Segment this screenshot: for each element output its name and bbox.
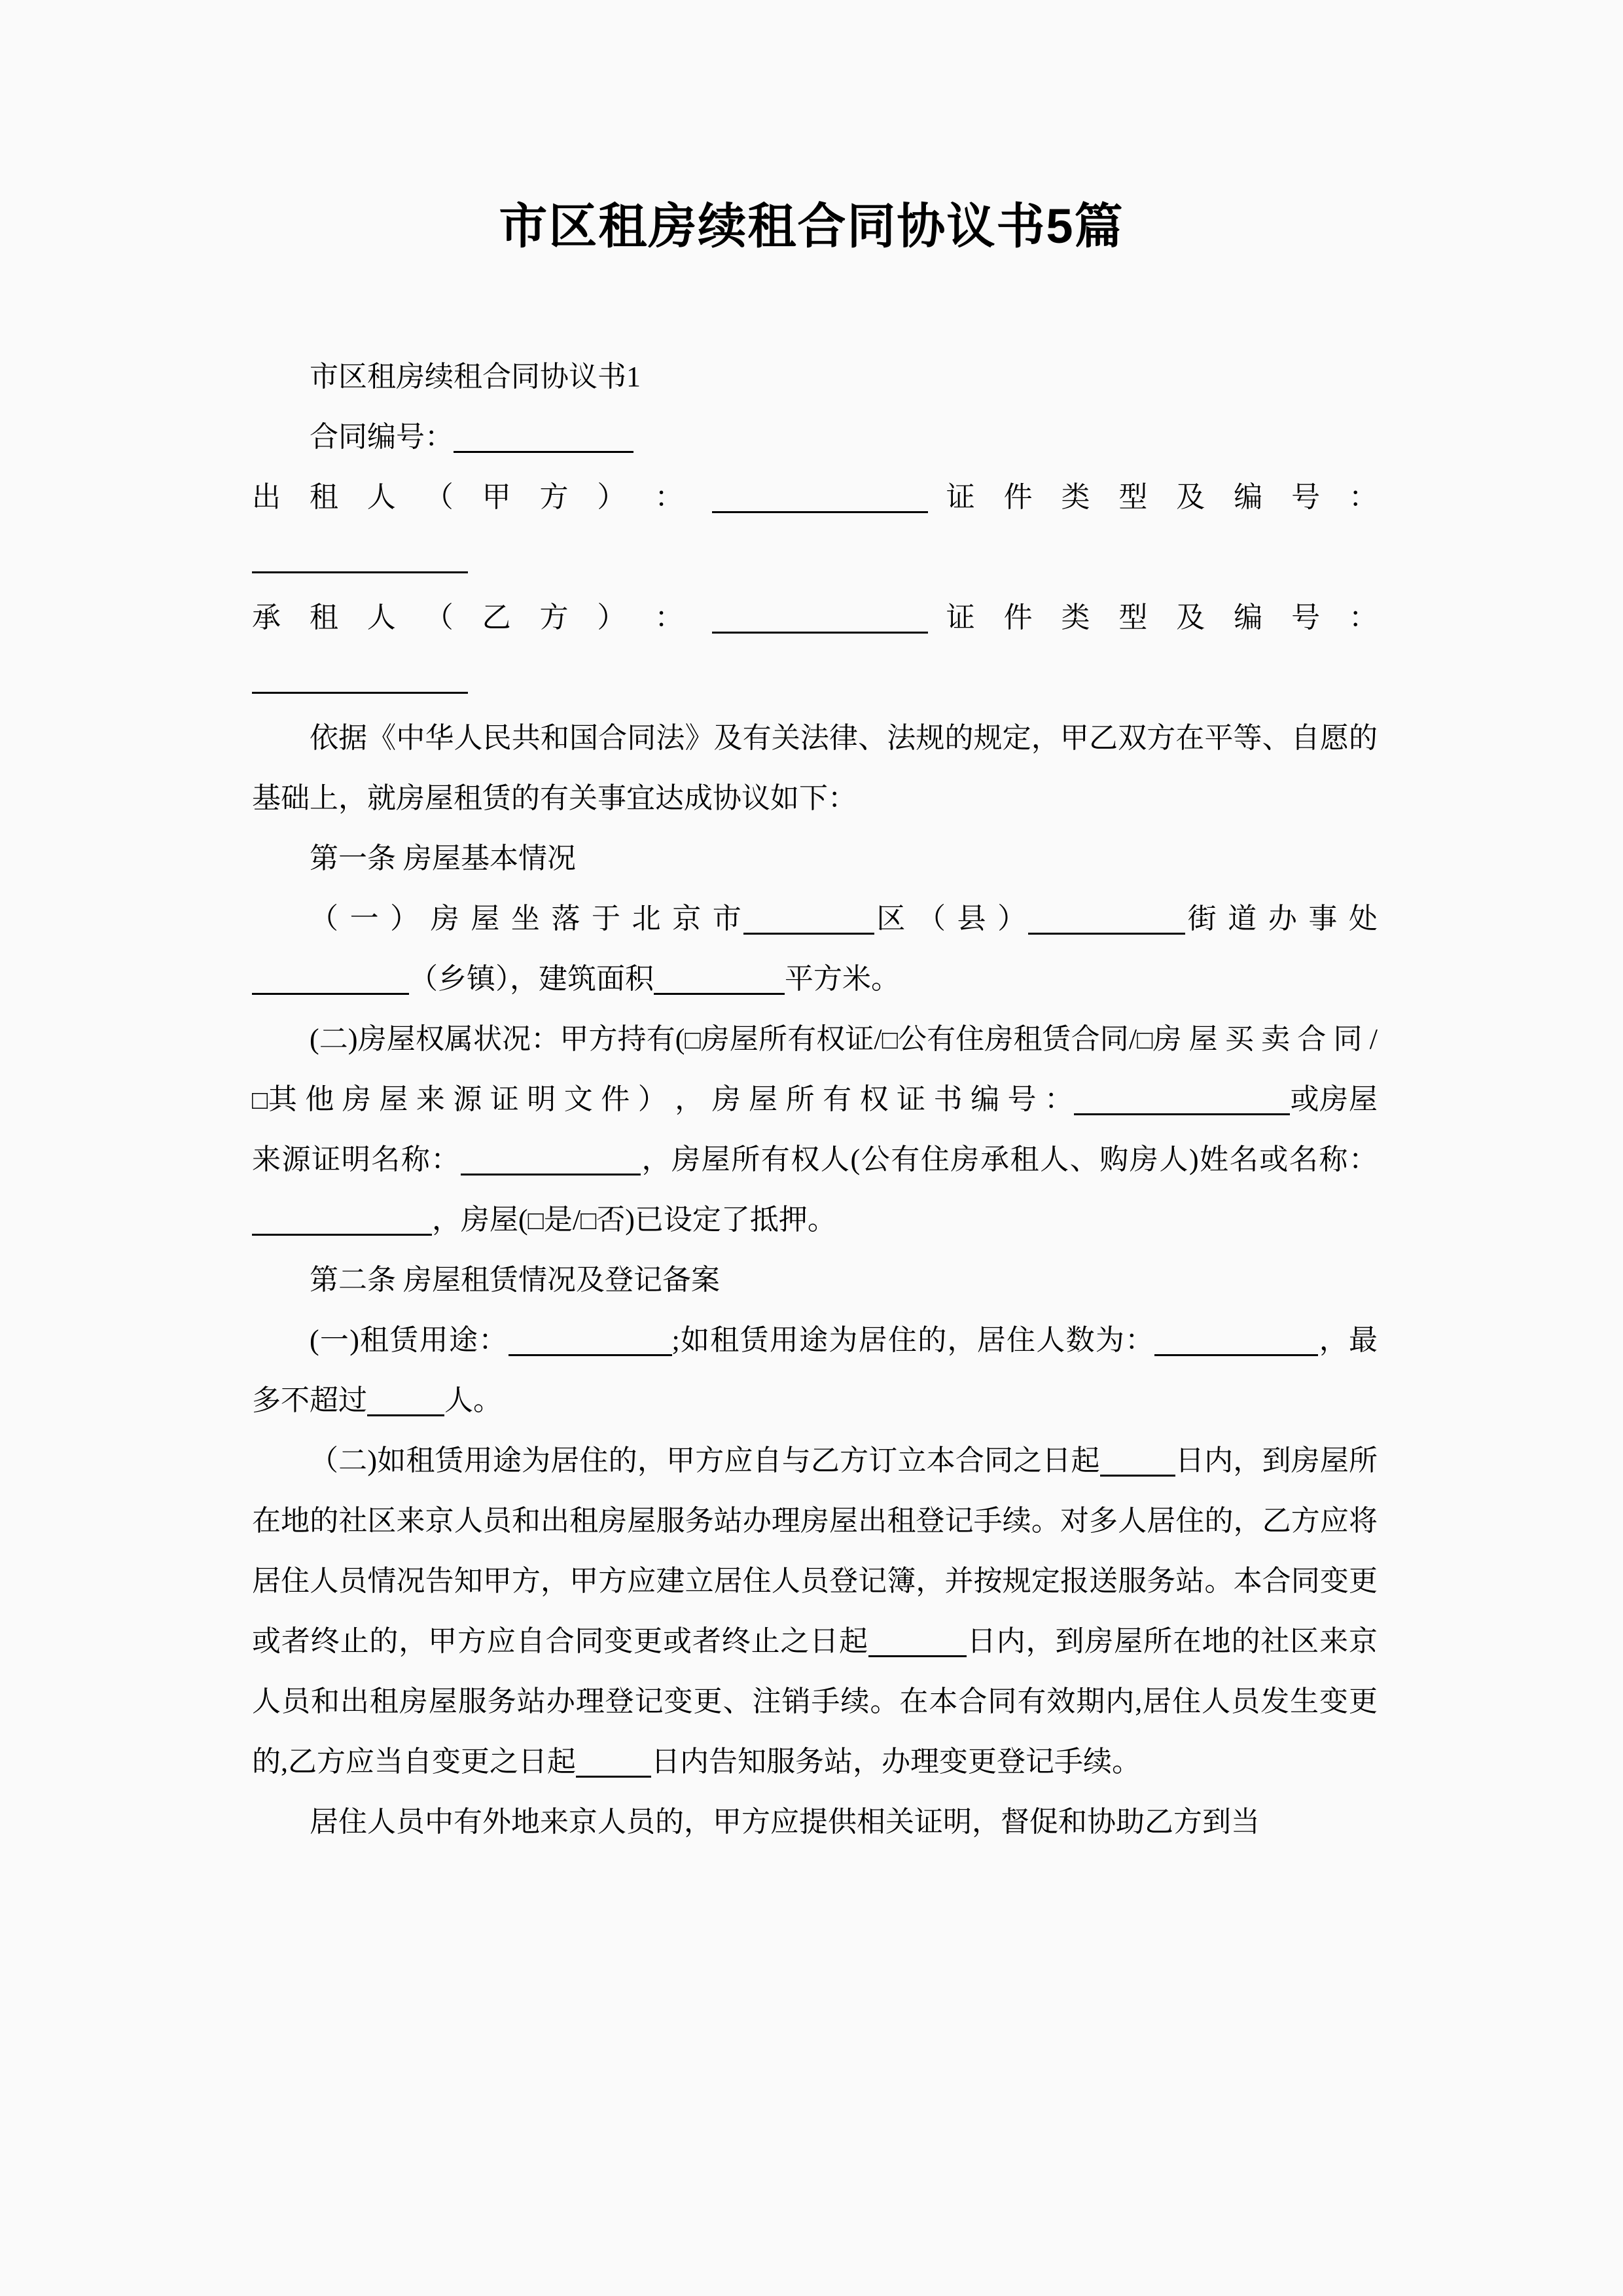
article-1-2-text-j: 否)已设定了抵押。 (596, 1204, 836, 1236)
article-1-heading: 第一条 房屋基本情况 (310, 842, 576, 874)
article-2-1-text-d: 人。 (444, 1384, 502, 1416)
lessor-id-label: 证 件 类 型 及 编 号 ： (946, 481, 1378, 513)
lessor-id-blank[interactable] (252, 547, 468, 573)
article-1-2-text-f: 或房屋来源证明名称： (252, 1083, 1378, 1175)
article-1-item-1 (252, 889, 1378, 1009)
lessor-name-blank[interactable] (712, 486, 928, 513)
checkbox-public-housing-lease-icon[interactable]: □ (882, 1025, 899, 1054)
lessee-id-label: 证 件 类 型 及 编 号 ： (946, 601, 1378, 634)
checkbox-ownership-cert-icon[interactable]: □ (685, 1025, 701, 1054)
article-1-1-text-e: 平方米。 (785, 963, 900, 995)
article-1-2-text-h: ，房屋( (432, 1204, 528, 1236)
registration-days-blank-2[interactable] (868, 1630, 967, 1657)
article-1-2-text-e: 其 他 房 屋 来 源 证 明 文 件 ） ， 房 屋 所 有 权 证 书 编 号 ： (268, 1083, 1074, 1115)
article-1-2-text-c: 公有住房租赁合同/ (898, 1023, 1137, 1055)
lessee-id-blank[interactable] (252, 667, 468, 694)
lessee-name-blank[interactable] (712, 607, 928, 634)
checkbox-mortgage-yes-icon[interactable]: □ (527, 1206, 544, 1235)
article-1-item-2 (252, 1009, 1378, 1250)
source-proof-name-blank[interactable] (461, 1149, 641, 1175)
document-body (252, 347, 1378, 1852)
article-2-2-text-c: 日内，到房屋所在地的社区来京人员和出租房屋服务站办理登记变更、注销手续。在本合同有效期内,居住人员发生变更的,乙方应当自变更之日起 (252, 1625, 1378, 1778)
preamble-paragraph: 依据《中华人民共和国合同法》及有关法律、法规的规定，甲乙双方在平等、自愿的基础上，就房屋租赁的有关事宜达成协议如下： (252, 722, 1378, 814)
checkbox-mortgage-no-icon[interactable]: □ (580, 1206, 597, 1235)
article-2-2-text-b: 日内，到房屋所在地的社区来京人员和出租房屋服务站办理房屋出租登记手续。对多人居住的，乙方应将居住人员情况告知甲方，甲方应建立居住人员登记簿，并按规定报送服务站。本合同变更或者终止的，甲方应自合同变更或者终止之日起 (252, 1444, 1378, 1657)
lessee-id-blank-line (252, 648, 1378, 708)
article-2-1-text-a: (一)租赁用途： (310, 1324, 508, 1356)
article-1-2-text-a: (二)房屋权属状况：甲方持有( (310, 1023, 685, 1055)
ownership-cert-no-blank[interactable] (1074, 1088, 1290, 1115)
article-2-1-text-b: ;如租赁用途为居住的，居住人数为： (671, 1324, 1155, 1356)
lessor-label: 出 租 人 （ 甲 方 ） ： (252, 481, 694, 513)
lease-purpose-blank[interactable] (508, 1329, 672, 1356)
max-occupant-blank[interactable] (367, 1390, 444, 1416)
article-1-1-text-b: 区 （ 县 ） (874, 903, 1029, 935)
registration-days-blank-3[interactable] (576, 1751, 651, 1778)
article-2-2-text-a: （二)如租赁用途为居住的，甲方应自与乙方订立本合同之日起 (310, 1444, 1100, 1477)
article-1-2-text-d: 房 屋 买 卖 合 同 / (1152, 1023, 1378, 1055)
registration-days-blank-1[interactable] (1100, 1450, 1175, 1477)
occupant-count-blank[interactable] (1154, 1329, 1318, 1356)
article-2-2-text-d: 日内告知服务站，办理变更登记手续。 (651, 1746, 1141, 1778)
article-2-item-2 (252, 1431, 1378, 1792)
street-office-blank[interactable] (1028, 908, 1185, 935)
article-2-1-text-c: ，最多不超过 (252, 1324, 1378, 1416)
contract-number-line (252, 407, 1378, 467)
contract-number-blank[interactable] (454, 426, 633, 453)
article-1-1-text-a: （ 一 ） 房 屋 坐 落 于 北 京 市 (310, 903, 744, 935)
township-blank[interactable] (252, 968, 409, 995)
subtitle-line: 市区租房续租合同协议书1 (310, 361, 641, 393)
checkbox-sale-contract-icon[interactable]: □ (1137, 1025, 1153, 1054)
article-1-2-text-b: 房屋所有权证/ (700, 1023, 882, 1055)
article-2-item-3: 居住人员中有外地来京人员的，甲方应提供相关证明，督促和协助乙方到当 (310, 1806, 1260, 1838)
article-2-heading: 第二条 房屋租赁情况及登记备案 (310, 1264, 720, 1296)
district-blank[interactable] (743, 908, 874, 935)
article-1-1-text-c: 街 道 办 事 处 (1185, 903, 1378, 935)
lessor-line (252, 467, 1378, 528)
area-blank[interactable] (654, 968, 785, 995)
lessee-label: 承 租 人 （ 乙 方 ） ： (252, 601, 694, 634)
owner-name-blank[interactable] (252, 1209, 432, 1236)
article-1-1-text-d: （乡镇），建筑面积 (409, 963, 654, 995)
checkbox-other-proof-icon[interactable]: □ (252, 1085, 268, 1115)
article-2-item-1 (252, 1310, 1378, 1431)
lessee-line (252, 588, 1378, 648)
page-title: 市区租房续租合同协议书5篇 (499, 199, 1124, 253)
contract-number-label: 合同编号： (310, 421, 454, 453)
article-1-2-text-g: ，房屋所有权人(公有住房承租人、购房人)姓名或名称： (640, 1143, 1378, 1175)
lessor-id-blank-line (252, 528, 1378, 588)
article-1-2-text-i: 是/ (543, 1204, 581, 1236)
